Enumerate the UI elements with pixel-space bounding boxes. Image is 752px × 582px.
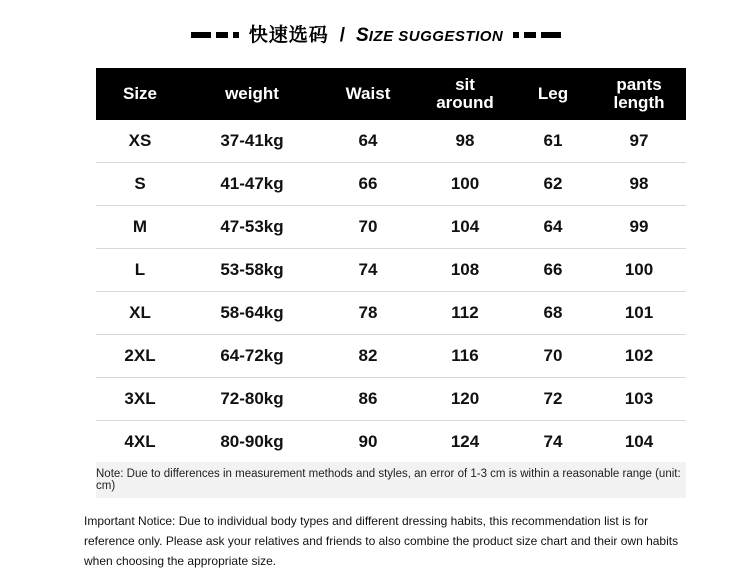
cell-leg: 62 [514, 163, 592, 206]
cell-leg: 64 [514, 206, 592, 249]
size-chart-table-wrapper [96, 68, 686, 463]
cell-pants-length: 98 [592, 163, 686, 206]
cell-size: M [96, 206, 184, 249]
table-row [96, 206, 686, 249]
cell-sit-around: 112 [416, 292, 514, 335]
cell-pants-length: 100 [592, 249, 686, 292]
column-header-weight [184, 68, 320, 120]
column-header-pants-line2: length [613, 93, 665, 112]
column-header-waist-label: Waist [345, 83, 391, 103]
cell-leg: 74 [543, 432, 563, 451]
cell-pants-length: 102 [592, 335, 686, 378]
cell-size: 4XL [124, 432, 156, 451]
cell-weight: 37-41kg [184, 120, 320, 163]
size-chart-table [96, 68, 686, 463]
cell-waist: 66 [320, 163, 416, 206]
cell-sit-around: 120 [416, 378, 514, 421]
cell-waist: 82 [320, 335, 416, 378]
table-row [96, 292, 686, 335]
column-header-size-label: Size [122, 83, 158, 103]
column-header-pants-line1: pants [616, 74, 662, 94]
column-header-pants-length [592, 68, 686, 120]
page-title-en-rest: IZE SUGGESTION [368, 27, 504, 45]
cell-waist: 74 [320, 249, 416, 292]
table-row [96, 249, 686, 292]
dash-medium-icon [216, 32, 228, 38]
title-wrap [191, 26, 562, 45]
important-notice: Important Notice: Due to individual body types and different dressing habits, this recommendation list is for reference only. Please ask your relatives and friends to also combine the product size chart and their own habits when choosing the appropriate size. [84, 514, 679, 568]
cell-weight: 47-53kg [184, 206, 320, 249]
cell-leg: 72 [514, 378, 592, 421]
cell-waist: 86 [320, 378, 416, 421]
cell-weight: 72-80kg [184, 378, 320, 421]
column-header-leg [514, 68, 592, 120]
cell-sit-around: 116 [416, 335, 514, 378]
cell-leg: 68 [514, 292, 592, 335]
cell-weight: 80-90kg [220, 432, 284, 451]
column-header-waist [320, 68, 416, 120]
cell-waist: 90 [358, 432, 378, 451]
table-row [96, 120, 686, 163]
cell-pants-length: 103 [592, 378, 686, 421]
cell-sit-around: 98 [416, 120, 514, 163]
cell-weight: 64-72kg [184, 335, 320, 378]
cell-pants-length: 97 [592, 120, 686, 163]
page-title-slash: / [339, 24, 346, 46]
table-row [96, 335, 686, 378]
cell-weight: 53-58kg [184, 249, 320, 292]
table-row [96, 421, 686, 464]
cell-size: XS [96, 120, 184, 163]
page-title-en-initial: S [356, 24, 369, 46]
cell-waist: 70 [320, 206, 416, 249]
cell-sit-around: 104 [416, 206, 514, 249]
cell-weight: 58-64kg [184, 292, 320, 335]
cell-leg: 70 [514, 335, 592, 378]
cell-waist: 64 [320, 120, 416, 163]
cell-leg: 66 [514, 249, 592, 292]
dash-large-icon [541, 32, 561, 38]
cell-weight: 41-47kg [184, 163, 320, 206]
table-header [96, 68, 686, 120]
cell-size: L [96, 249, 184, 292]
cell-sit-around: 124 [450, 432, 480, 451]
measurement-note [96, 462, 686, 498]
dash-medium-icon [524, 32, 536, 38]
measurement-note-text: Note: Due to differences in measurement methods and styles, an error of 1-3 cm is within a reasonable range (unit: cm) [96, 468, 681, 492]
cell-pants-length: 101 [592, 292, 686, 335]
cell-sit-around: 100 [416, 163, 514, 206]
decorative-dashes-right [513, 32, 561, 38]
cell-pants-length: 99 [592, 206, 686, 249]
column-header-weight-label: weight [225, 83, 279, 103]
decorative-dashes-left [191, 32, 239, 38]
cell-size: S [96, 163, 184, 206]
column-header-sit-line1: sit [455, 74, 475, 94]
table-body [96, 120, 686, 463]
page-title-en [356, 26, 503, 45]
table-row [96, 378, 686, 421]
table-header-row [96, 68, 686, 120]
column-header-sit-around [416, 68, 514, 120]
page-title-cn: 快速选码 [248, 24, 329, 46]
cell-sit-around: 108 [416, 249, 514, 292]
column-header-sit-line2: around [436, 93, 494, 112]
cell-leg: 61 [514, 120, 592, 163]
dash-small-icon [233, 32, 239, 38]
cell-waist: 78 [320, 292, 416, 335]
dash-large-icon [191, 32, 211, 38]
dash-small-icon [513, 32, 519, 38]
table-row [96, 163, 686, 206]
cell-size: XL [96, 292, 184, 335]
cell-size: 3XL [96, 378, 184, 421]
cell-pants-length: 104 [624, 432, 654, 451]
cell-size: 2XL [96, 335, 184, 378]
column-header-size [96, 68, 184, 120]
title-banner [0, 18, 752, 52]
column-header-leg-label: Leg [537, 83, 569, 103]
